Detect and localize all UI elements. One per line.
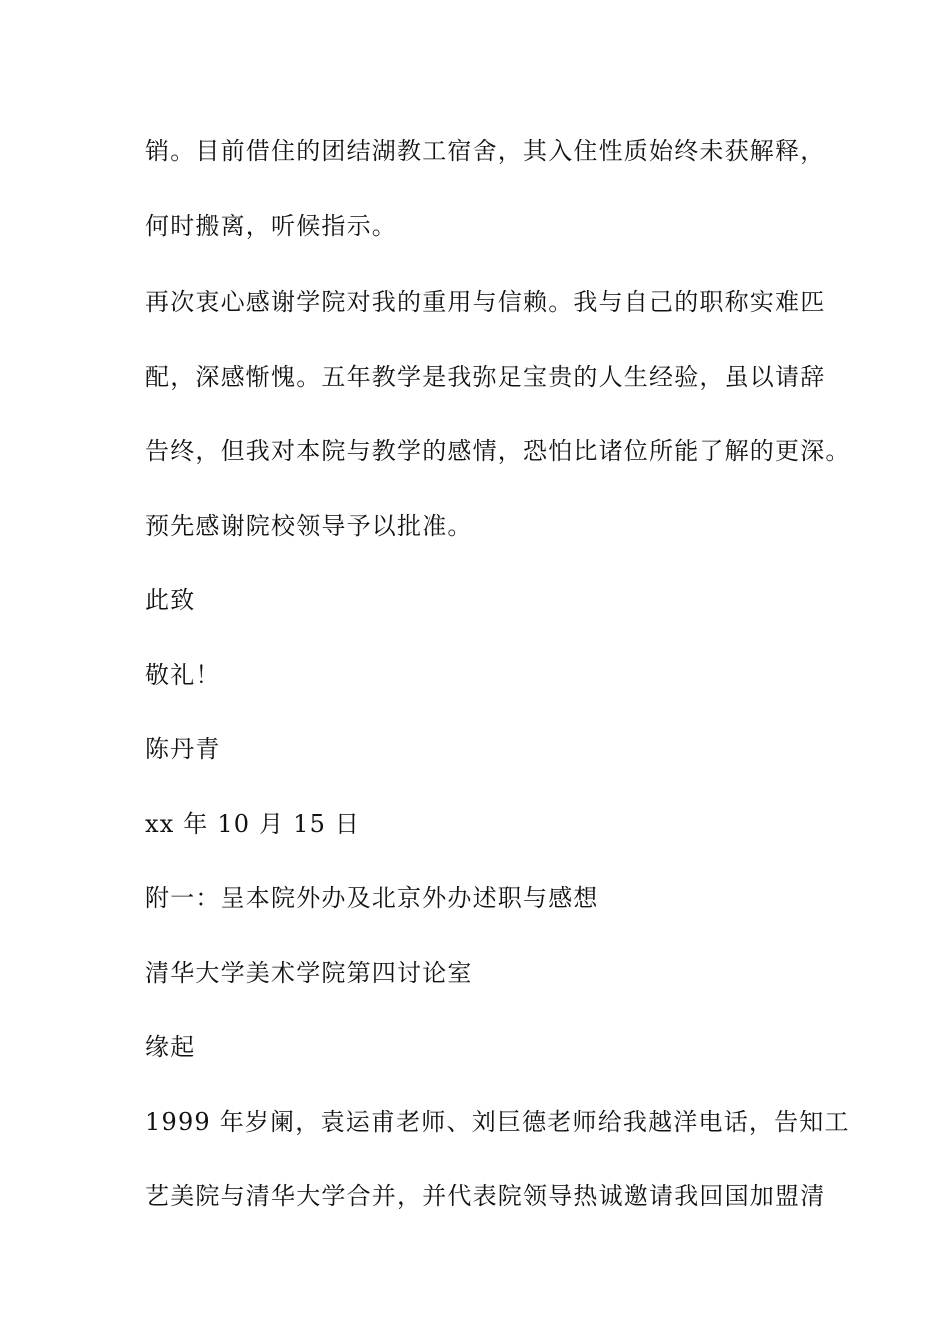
body-text-line: 预先感谢院校领导予以批准。 [145,512,473,540]
closing-salutation: 此致 [145,586,196,614]
body-text-line: 何时搬离，听候指示。 [145,212,397,240]
signature-name: 陈丹青 [145,735,221,763]
body-text-line: 再次衷心感谢学院对我的重用与信赖。我与自己的职称实难匹 [145,288,826,316]
signature-date: xx 年 10 月 15 日 [145,810,361,838]
body-text-line: 告终，但我对本院与教学的感情，恐怕比诸位所能了解的更深。 [145,437,851,465]
appendix-subheading: 清华大学美术学院第四讨论室 [145,959,473,987]
body-text-line: 1999 年岁阑，袁运甫老师、刘巨德老师给我越洋电话，告知工 [145,1108,850,1136]
appendix-heading: 附一：呈本院外办及北京外办述职与感想 [145,884,599,912]
body-text-line: 艺美院与清华大学合并，并代表院领导热诚邀请我回国加盟清 [145,1182,826,1210]
section-heading: 缘起 [145,1033,196,1061]
body-text-line: 配，深感惭愧。五年教学是我弥足宝贵的人生经验，虽以请辞 [145,363,826,391]
body-text-line: 销。目前借住的团结湖教工宿舍，其入住性质始终未获解释， [145,137,826,165]
closing-regards: 敬礼！ [145,661,221,689]
